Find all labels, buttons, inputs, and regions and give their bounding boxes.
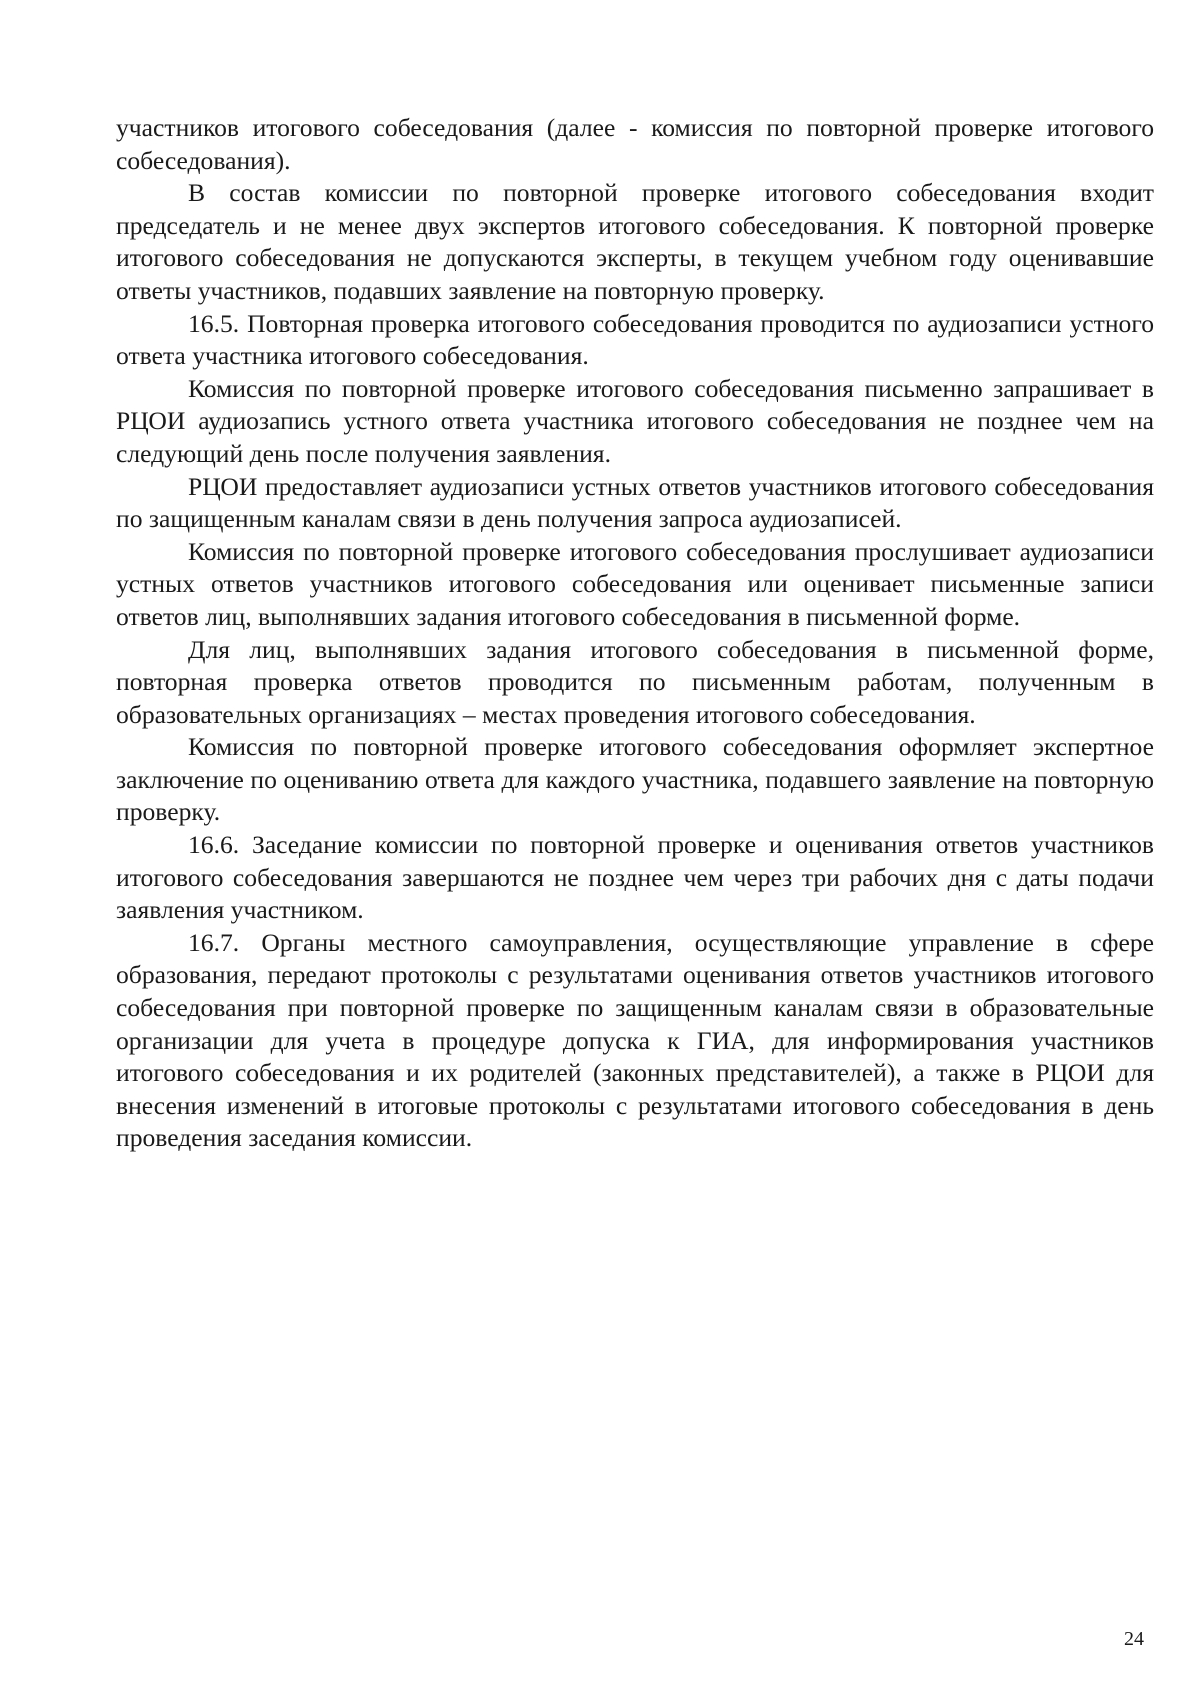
- paragraph-expert-conclusion: Комиссия по повторной проверке итогового собеседования оформляет экспертное заключение по оцениванию ответа для каждого участника, подавшего заявление на повторную проверку.: [116, 732, 1154, 827]
- paragraph-commission-listens: Комиссия по повторной проверке итогового собеседования прослушивает аудиозаписи устных ответов участников итогового собеседования или оценивает письменные записи ответов лиц, выполнявших задания итогового собеседования в письменной форме.: [116, 536, 1154, 631]
- paragraph-written-form: Для лиц, выполнявших задания итогового собеседования в письменной форме, повторная проверка ответов проводится по письменным работам, полученным в образовательных организациях – местах проведения итогового собеседования.: [116, 634, 1154, 729]
- document-body: [116, 112, 1154, 1155]
- paragraph-audio-request: Комиссия по повторной проверке итогового собеседования письменно запрашивает в РЦОИ аудиозапись устного ответа участника итогового собеседования не позднее чем на следующий день после получения заявления.: [116, 373, 1154, 468]
- paragraph-continuation: участников итогового собеседования (далее - комиссия по повторной проверке итогового собеседования).: [116, 113, 1154, 175]
- paragraph-commission-composition: В состав комиссии по повторной проверке итогового собеседования входит председатель и не менее двух экспертов итогового собеседования. К повторной проверке итогового собеседования не допускаются эксперты, в текущем учебном году оценивавшие ответы участников, подавших заявление на повторную проверку.: [116, 178, 1154, 305]
- paragraph-16-5: 16.5. Повторная проверка итогового собеседования проводится по аудиозаписи устного ответа участника итогового собеседования.: [116, 308, 1154, 371]
- page-number: 24: [1124, 1628, 1144, 1650]
- paragraph-16-7: 16.7. Органы местного самоуправления, осуществляющие управление в сфере образования, передают протоколы с результатами оценивания ответов участников итогового собеседования при повторной проверке по защищенным каналам связи в образовательные организации для учета в процедуре допуска к ГИА, для информирования участников итогового собеседования и их родителей (законных представителей), а также в РЦОИ для внесения изменений в итоговые протоколы с результатами итогового собеседования в день проведения заседания комиссии.: [116, 927, 1154, 1153]
- paragraph-rcoi-provides: РЦОИ предоставляет аудиозаписи устных ответов участников итогового собеседования по защищенным каналам связи в день получения запроса аудиозаписей.: [116, 471, 1154, 534]
- paragraph-16-6: 16.6. Заседание комиссии по повторной проверке и оценивания ответов участников итогового собеседования завершаются не позднее чем через три рабочих дня с даты подачи заявления участником.: [116, 830, 1154, 925]
